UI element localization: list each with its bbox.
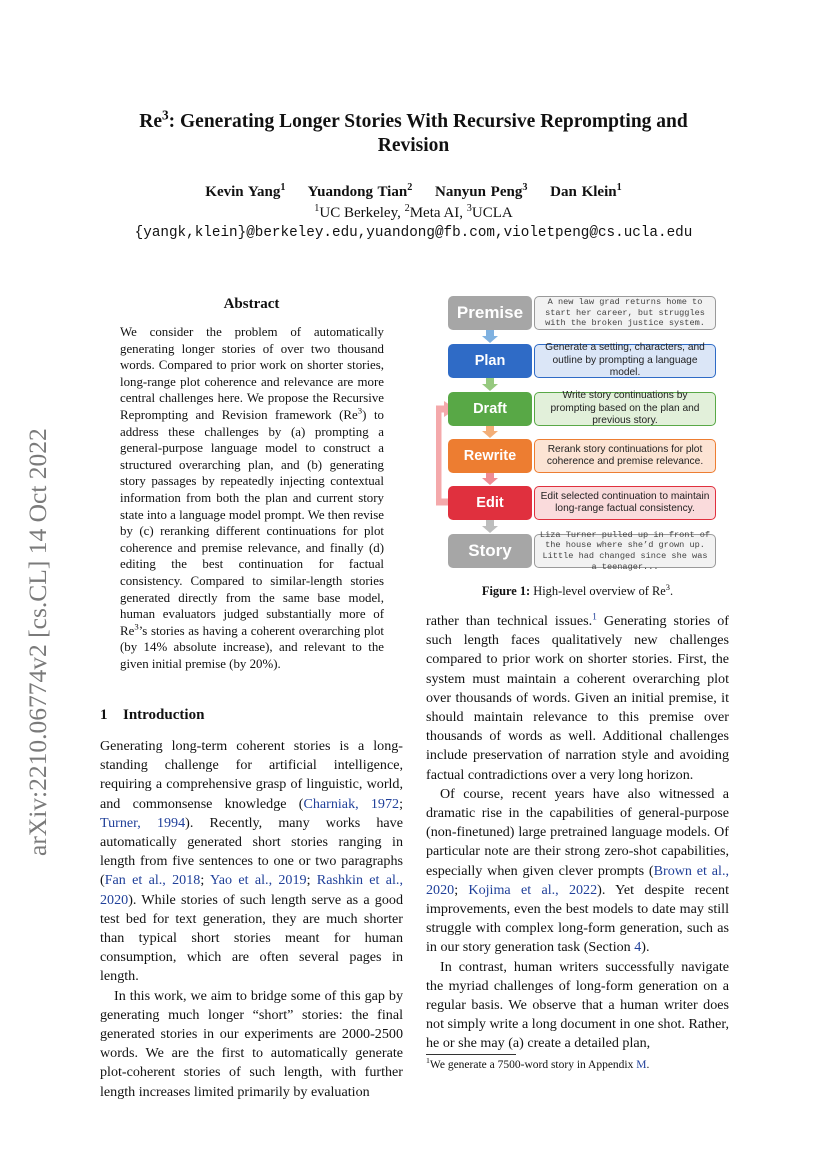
caption-sup: 3 <box>665 581 670 592</box>
abstract-sup: 3 <box>134 621 139 632</box>
section-number: 1 <box>100 707 108 723</box>
paragraph: In this work, we aim to bridge some of this gap by generating much longer “short” stories: the final generated stories in our experiments are 2000-2500 words. We are the first to automatically generate plot-coherent stories of such length, with further length increases limited primarily by evaluation <box>100 987 403 1100</box>
caption-text: . <box>669 584 674 598</box>
text-run: ; <box>200 872 211 889</box>
title-prefix: Re <box>139 111 163 132</box>
abstract-text: We consider the problem of automatically generating longer stories of over two thousand words. Compared to prior work on shorter stories, long-range plot coherence and relevance are more central challenges here. We propose the Recursive Reprompting and Revision framework (Re <box>120 325 384 422</box>
paper-title <box>100 107 727 158</box>
text-run: Generating long-term coherent stories is a long-standing challenge for artificial intelligence, requiring a comprehensive grasp of linguistic, world, and commonsense knowledge ( <box>100 738 403 812</box>
citation-link[interactable]: Charniak, 1972 <box>303 795 400 812</box>
premise-description: A new law grad returns home to start her career, but struggles with the broken justice system. <box>534 296 716 330</box>
footnote-marker[interactable]: 1 <box>592 611 597 623</box>
citation-link[interactable]: Kojima et al., 2022 <box>468 881 598 898</box>
figure-overview-diagram <box>436 292 726 572</box>
revision-loop-arrow <box>438 409 448 502</box>
author-emails: {yangk,klein}@berkeley.edu,yuandong@fb.com,violetpeng@cs.ucla.edu <box>134 225 693 241</box>
section-ref-link[interactable]: 4 <box>634 939 642 956</box>
citation-link[interactable]: Rashkin et al., 2020 <box>100 872 403 908</box>
affil-mark: 1 <box>314 203 320 214</box>
paragraph <box>426 612 729 785</box>
abstract-body <box>120 324 384 672</box>
author-list <box>0 183 827 201</box>
text-run: Generating stories of such length faces qualitatively new challenges compared to prior work on shorter stories. First, the system must maintain a coherent overarching plot over thousands of words. Given an initial premise, it should maintain relevance to this premise over thousands of words as well. Additional challenges include preservation of narration style and avoiding factual contradictions over a very long horizon. <box>426 613 729 783</box>
text-run: ; <box>399 795 403 812</box>
left-column-body <box>100 737 403 1102</box>
paragraph <box>426 785 729 958</box>
section-title: Introduction <box>123 707 205 723</box>
draft-description: Write story continuations by prompting based on the plan and previous story. <box>534 392 716 426</box>
paragraph <box>100 737 403 987</box>
step-edit: Edit <box>448 486 532 520</box>
affil-name: UCLA <box>471 205 513 221</box>
footnote-text: We generate a 7500-word story in Appendix <box>429 1059 637 1071</box>
author-name: Kevin Yang <box>205 184 281 200</box>
step-story: Story <box>448 534 532 568</box>
story-description: Liza Turner pulled up in front of the house where she’d grown up. Little had changed since she was a teenager... <box>534 534 716 568</box>
citation-link[interactable]: Turner, 1994 <box>100 814 186 831</box>
step-draft: Draft <box>448 392 532 426</box>
footnote <box>426 1058 729 1072</box>
affiliations <box>0 204 827 222</box>
abstract-heading: Abstract <box>223 296 280 312</box>
caption-label: Figure 1: <box>481 584 531 598</box>
text-run: ; <box>454 881 469 898</box>
abstract-sup: 3 <box>357 405 363 416</box>
appendix-link[interactable]: M <box>636 1059 647 1071</box>
affil-name: UC Berkeley, <box>319 205 405 221</box>
text-run: ). Recently, many works have automatically generated short stories ranging in length from five sentences to one or two paragraphs ( <box>100 814 403 889</box>
author-name: Nanyun Peng <box>435 184 523 200</box>
step-plan: Plan <box>448 344 532 378</box>
abstract-text: ) to address these challenges by (a) prompting a general-purpose language model to construct a structured overarching plan, and (b) generating story passages by repeatedly injecting contextual information from both the plan and current story state into a language model prompt. We then revise by (c) reranking different continuations for plot coherence and premise relevance, and finally (d) editing the best continuation for factual consistency. Compared to similar-length stories generated directly from the same base model, human evaluators judged substantially more of Re <box>120 407 385 638</box>
text-run: rather than technical issues. <box>426 613 593 629</box>
citation-link[interactable]: Fan et al., 2018 <box>104 872 201 889</box>
title-superscript: 3 <box>162 107 169 123</box>
text-run: ). While stories of such length serve as a good test bed for text generation, they are much shorter than typical short stories meant for human consumption, which are often several pages in length. <box>100 891 403 985</box>
citation-link[interactable]: Brown et al., 2020 <box>426 862 729 898</box>
text-run: ). Yet despite recent improvements, even the best models to date may still struggle with complex long-form generation, such as in our story generation task (Section <box>426 881 729 956</box>
footnote-divider <box>426 1054 516 1055</box>
figure-caption <box>426 581 729 599</box>
right-column-body <box>426 612 729 1054</box>
title-rest: : Generating Longer Stories With Recursive Reprompting and <box>168 111 688 132</box>
arxiv-identifier: arXiv:2210.06774v2 [cs.CL] 14 Oct 2022 <box>23 428 52 856</box>
footnote-number: 1 <box>426 1056 430 1066</box>
author-affil-mark: 3 <box>522 182 528 193</box>
caption-text: High-level overview of Re <box>530 584 666 598</box>
title-line2: Revision <box>377 135 450 156</box>
text-run: ). <box>641 939 650 956</box>
affil-name: Meta AI, <box>409 205 467 221</box>
author-name: Yuandong Tian <box>307 184 408 200</box>
step-rewrite: Rewrite <box>448 439 532 473</box>
edit-description: Edit selected continuation to maintain long-range factual consistency. <box>534 486 716 520</box>
step-premise: Premise <box>448 296 532 330</box>
author-affil-mark: 2 <box>407 182 413 193</box>
rewrite-description: Rerank story continuations for plot coherence and premise relevance. <box>534 439 716 473</box>
text-run: Of course, recent years have also witnessed a dramatic rise in the capabilities of general-purpose (non-finetuned) large pretrained language models. Of particular note are their strong zero-shot capabilities, especially when given clever prompts ( <box>426 785 729 879</box>
affil-mark: 2 <box>404 203 410 214</box>
abstract-text: ’s stories as having a coherent overarching plot (by 14% absolute increase), and relevant to the given initial premise (by 20%). <box>120 623 384 671</box>
affil-mark: 3 <box>466 203 472 214</box>
author-name: Dan Klein <box>550 184 617 200</box>
text-run: ; <box>306 872 317 889</box>
plan-description: Generate a setting, characters, and outline by prompting a language model. <box>534 344 716 378</box>
paragraph: In contrast, human writers successfully navigate the myriad challenges of long-form generation on a regular basis. We observe that a human writer does not simply write a long document in one shot. Rather, he or she may (a) create a detailed plan, <box>426 958 729 1052</box>
footnote-text: . <box>646 1059 650 1071</box>
author-affil-mark: 1 <box>280 182 286 193</box>
citation-link[interactable]: Yao et al., 2019 <box>210 872 307 889</box>
author-affil-mark: 1 <box>616 182 622 193</box>
section-heading-introduction <box>100 707 204 724</box>
